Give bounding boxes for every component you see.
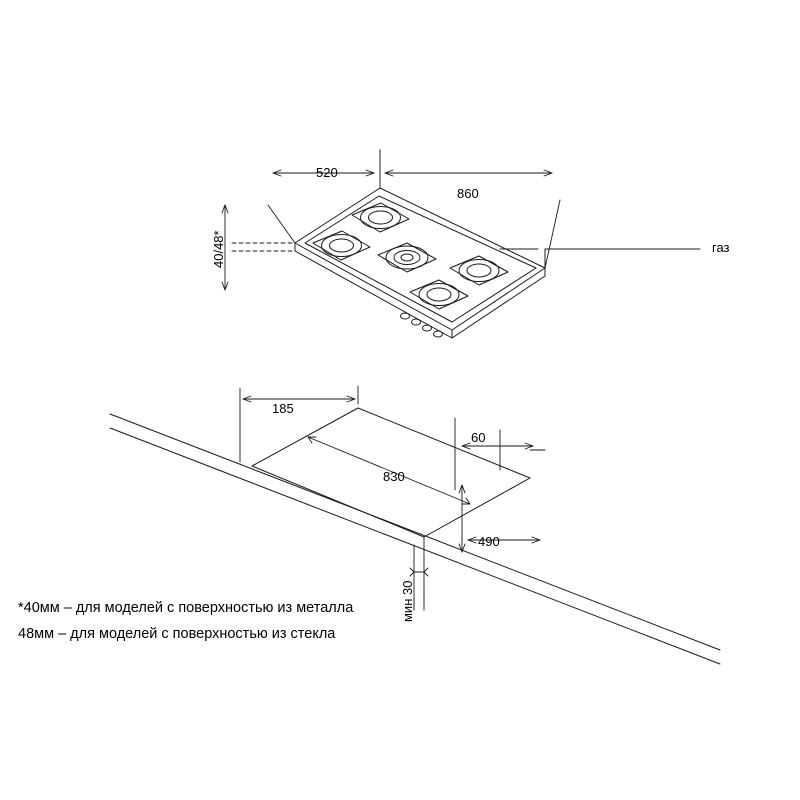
- dim-520: [268, 150, 380, 243]
- dim-label-min-clearance: мин 30: [400, 580, 415, 622]
- burner-center: [378, 243, 436, 272]
- hob-top-plate: [295, 188, 545, 338]
- dim-60: [455, 418, 545, 490]
- dim-label-cutout-depth: 490: [478, 534, 500, 549]
- dim-label-depth: 520: [316, 165, 338, 180]
- control-knobs: [401, 313, 443, 337]
- dim-label-cutout-width: 830: [383, 469, 405, 484]
- dim-height: [222, 205, 292, 290]
- dim-label-rear-offset: 60: [471, 430, 486, 445]
- note-line-metal: *40мм – для моделей с поверхностью из металла: [18, 600, 354, 616]
- label-gas-inlet: газ: [712, 240, 730, 255]
- dim-label-width: 860: [457, 186, 479, 201]
- burner-right: [450, 256, 508, 285]
- dim-label-left-offset: 185: [272, 401, 294, 416]
- note-line-glass: 48мм – для моделей с поверхностью из стекла: [18, 626, 336, 642]
- dim-label-height: 40/48*: [211, 230, 226, 268]
- burner-left: [313, 231, 370, 260]
